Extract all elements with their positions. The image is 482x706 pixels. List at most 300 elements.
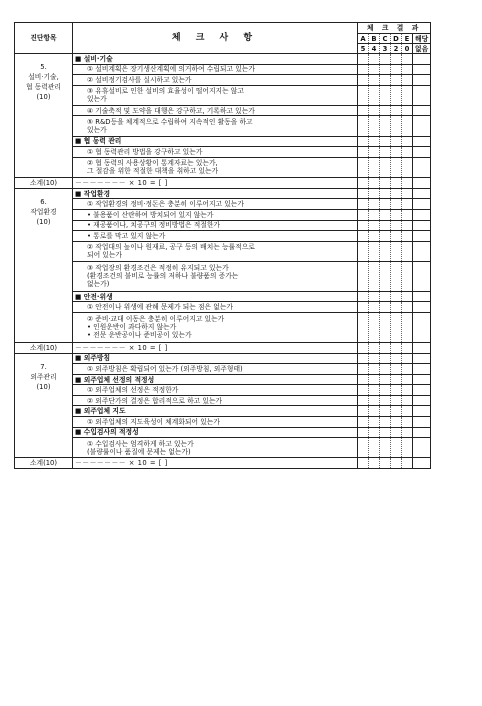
- check-item-line: 있는가: [87, 95, 107, 104]
- check-item: [73, 364, 358, 375]
- category-line: 6.: [40, 197, 47, 206]
- section-title: ■ 외주업체 지도: [73, 406, 358, 417]
- item-check-na[interactable]: [413, 157, 431, 177]
- subtotal-check-a[interactable]: [358, 342, 369, 353]
- item-check-d[interactable]: [391, 231, 402, 242]
- item-check-e[interactable]: [402, 438, 413, 458]
- check-item-line: ④ 기술축적 및 도약을 대행은 강구하고, 기록하고 있는가: [87, 106, 255, 115]
- item-check-d[interactable]: [391, 64, 402, 75]
- check-item-line: • 불용품이 산란하여 방치되어 있지 않는가: [87, 210, 214, 219]
- item-check-e[interactable]: [402, 312, 413, 342]
- check-item-line: (불량률이나 품질에 문제는 없는가): [87, 447, 191, 456]
- section-header-check-b[interactable]: [369, 188, 380, 199]
- section-header-check-e[interactable]: [402, 291, 413, 302]
- section-header-check-b[interactable]: [369, 353, 380, 364]
- item-check-na[interactable]: [413, 231, 431, 242]
- item-check-a[interactable]: [358, 64, 369, 75]
- item-check-d[interactable]: [391, 220, 402, 231]
- item-check-c[interactable]: [380, 64, 391, 75]
- section-header-check-na[interactable]: [413, 188, 431, 199]
- check-item-row: [15, 105, 431, 116]
- check-item-line: ① 외주방침은 확립되어 있는가 (외주방침, 외주형태): [87, 364, 243, 373]
- item-check-d[interactable]: [391, 395, 402, 406]
- subtotal-label: 소계(10): [15, 342, 73, 353]
- item-check-c[interactable]: [380, 105, 391, 116]
- subtotal-row: [15, 177, 431, 188]
- section-header-check-e[interactable]: [402, 136, 413, 147]
- subtotal-formula[interactable]: －－－－－－－ × 10 = [ ]: [73, 177, 358, 188]
- subtotal-check-na[interactable]: [413, 177, 431, 188]
- item-check-a[interactable]: [358, 231, 369, 242]
- item-check-b[interactable]: [369, 75, 380, 86]
- subtotal-check-e[interactable]: [402, 342, 413, 353]
- item-check-d[interactable]: [391, 385, 402, 396]
- check-item-line: ① 협 동력관리 방법을 강구하고 있는가: [87, 147, 203, 156]
- section-header-check-e[interactable]: [402, 374, 413, 385]
- section-header-check-d[interactable]: [391, 136, 402, 147]
- category-cell: [15, 353, 73, 458]
- section-header-check-e[interactable]: [402, 353, 413, 364]
- item-check-b[interactable]: [369, 302, 380, 313]
- item-check-e[interactable]: [402, 157, 413, 177]
- item-check-b[interactable]: [369, 262, 380, 292]
- subtotal-formula[interactable]: －－－－－－－ × 10 = [ ]: [73, 458, 358, 469]
- check-item-row: [15, 116, 431, 136]
- section-header-check-b[interactable]: [369, 54, 380, 65]
- score-a: 5: [358, 44, 369, 54]
- section-header-check-d[interactable]: [391, 406, 402, 417]
- item-check-e[interactable]: [402, 85, 413, 105]
- score-e: 0: [402, 44, 413, 54]
- item-check-a[interactable]: [358, 385, 369, 396]
- section-header-check-na[interactable]: [413, 406, 431, 417]
- section-header-check-b[interactable]: [369, 291, 380, 302]
- item-check-d[interactable]: [391, 438, 402, 458]
- item-check-b[interactable]: [369, 147, 380, 158]
- section-header-check-na[interactable]: [413, 374, 431, 385]
- category-cell: [15, 188, 73, 342]
- item-check-na[interactable]: [413, 385, 431, 396]
- subtotal-check-e[interactable]: [402, 458, 413, 469]
- section-title: ■ 외주업체 선정의 적정성: [73, 374, 358, 385]
- item-check-na[interactable]: [413, 438, 431, 458]
- check-item-line: • 통로를 막고 있지 않는가: [87, 232, 166, 241]
- item-check-a[interactable]: [358, 157, 369, 177]
- section-title: ■ 안전·위생: [73, 291, 358, 302]
- item-check-c[interactable]: [380, 157, 391, 177]
- check-item-row: [15, 64, 431, 75]
- category-line: 외주관리: [30, 372, 57, 381]
- section-header-check-na[interactable]: [413, 54, 431, 65]
- check-item: [73, 395, 358, 406]
- grade-a: A: [358, 34, 369, 44]
- item-check-e[interactable]: [402, 302, 413, 313]
- item-check-e[interactable]: [402, 385, 413, 396]
- section-header-row: [15, 136, 431, 147]
- item-check-na[interactable]: [413, 262, 431, 292]
- item-check-b[interactable]: [369, 116, 380, 136]
- grade-e: E: [402, 34, 413, 44]
- check-item-row: [15, 241, 431, 261]
- grade-d: D: [391, 34, 402, 44]
- section-header-check-na[interactable]: [413, 136, 431, 147]
- section-header-check-b[interactable]: [369, 427, 380, 438]
- category-cell: [15, 54, 73, 178]
- check-item-line: 되어 있는가: [87, 251, 122, 260]
- header-items: 체 크 사 항: [73, 23, 358, 54]
- subtotal-check-c[interactable]: [380, 458, 391, 469]
- item-check-a[interactable]: [358, 116, 369, 136]
- item-check-a[interactable]: [358, 364, 369, 375]
- check-item-line: ① 작업환경의 정비·정돈은 충분히 이루어지고 있는가: [87, 200, 244, 209]
- check-item-row: [15, 199, 431, 210]
- item-check-d[interactable]: [391, 262, 402, 292]
- item-check-c[interactable]: [380, 231, 391, 242]
- item-check-b[interactable]: [369, 416, 380, 427]
- section-header-row: [15, 427, 431, 438]
- score-d: 2: [391, 44, 402, 54]
- subtotal-row: [15, 342, 431, 353]
- check-item: [73, 147, 358, 158]
- section-header-check-b[interactable]: [369, 374, 380, 385]
- na-label-1: 해당: [413, 34, 431, 44]
- item-check-d[interactable]: [391, 416, 402, 427]
- item-check-b[interactable]: [369, 199, 380, 210]
- item-check-e[interactable]: [402, 416, 413, 427]
- section-header-row: [15, 406, 431, 417]
- grade-b: B: [369, 34, 380, 44]
- check-item-line: • 전문 운반공이나 준비공이 있는가: [87, 331, 192, 340]
- check-item: [73, 262, 358, 292]
- item-check-e[interactable]: [402, 147, 413, 158]
- check-item-line: ① 수입검사는 엄격하게 하고 있는가: [87, 439, 194, 448]
- item-check-a[interactable]: [358, 438, 369, 458]
- item-check-b[interactable]: [369, 385, 380, 396]
- item-check-c[interactable]: [380, 75, 391, 86]
- grade-c: C: [380, 34, 391, 44]
- section-title: ■ 외주방침: [73, 353, 358, 364]
- section-header-check-a[interactable]: [358, 374, 369, 385]
- check-item-line: ② 협 동력의 사용상황이 통계자료는 있는가,: [87, 159, 218, 168]
- check-item-line: ② 외주단가의 결정은 합리적으로 하고 있는가: [87, 396, 223, 405]
- category-line: 협 동력관리: [26, 83, 61, 91]
- check-item-row: [15, 385, 431, 396]
- section-title: ■ 설비·기술: [73, 54, 358, 65]
- item-check-na[interactable]: [413, 199, 431, 210]
- item-check-b[interactable]: [369, 210, 380, 221]
- section-title: ■ 협 동력 관리: [73, 136, 358, 147]
- section-header-check-d[interactable]: [391, 188, 402, 199]
- subtotal-check-d[interactable]: [391, 458, 402, 469]
- item-check-na[interactable]: [413, 416, 431, 427]
- section-header-check-c[interactable]: [380, 54, 391, 65]
- item-check-b[interactable]: [369, 220, 380, 231]
- item-check-a[interactable]: [358, 241, 369, 261]
- item-check-a[interactable]: [358, 147, 369, 158]
- check-item: [73, 385, 358, 396]
- section-header-check-b[interactable]: [369, 406, 380, 417]
- check-item-row: [15, 210, 431, 221]
- item-check-c[interactable]: [380, 438, 391, 458]
- check-item-line: ② 작업대의 높이나 원재료, 공구 등의 배치는 능률적으로: [87, 243, 255, 252]
- section-header-check-a[interactable]: [358, 188, 369, 199]
- item-check-e[interactable]: [402, 105, 413, 116]
- check-item-row: [15, 231, 431, 242]
- check-item-row: [15, 85, 431, 105]
- section-header-check-e[interactable]: [402, 54, 413, 65]
- subtotal-check-a[interactable]: [358, 458, 369, 469]
- item-check-a[interactable]: [358, 220, 369, 231]
- section-header-check-na[interactable]: [413, 427, 431, 438]
- item-check-d[interactable]: [391, 364, 402, 375]
- item-check-a[interactable]: [358, 395, 369, 406]
- score-c: 3: [380, 44, 391, 54]
- item-check-c[interactable]: [380, 364, 391, 375]
- subtotal-label: 소계(10): [15, 177, 73, 188]
- item-check-d[interactable]: [391, 302, 402, 313]
- item-check-d[interactable]: [391, 85, 402, 105]
- item-check-d[interactable]: [391, 147, 402, 158]
- item-check-b[interactable]: [369, 312, 380, 342]
- item-check-na[interactable]: [413, 85, 431, 105]
- check-item: [73, 220, 358, 231]
- section-title: ■ 작업환경: [73, 188, 358, 199]
- na-label-2: 없음: [413, 44, 431, 54]
- item-check-b[interactable]: [369, 231, 380, 242]
- subtotal-check-d[interactable]: [391, 342, 402, 353]
- check-item: [73, 302, 358, 313]
- item-check-c[interactable]: [380, 210, 391, 221]
- category-line: 설비·기술,: [28, 73, 59, 81]
- section-header-check-b[interactable]: [369, 136, 380, 147]
- checklist-table: [14, 22, 431, 469]
- item-check-na[interactable]: [413, 147, 431, 158]
- subtotal-check-na[interactable]: [413, 458, 431, 469]
- score-b: 4: [369, 44, 380, 54]
- item-check-c[interactable]: [380, 85, 391, 105]
- item-check-b[interactable]: [369, 241, 380, 261]
- item-check-c[interactable]: [380, 199, 391, 210]
- item-check-c[interactable]: [380, 116, 391, 136]
- category-line: (10): [36, 217, 51, 226]
- item-check-c[interactable]: [380, 416, 391, 427]
- check-item-row: [15, 364, 431, 375]
- item-check-a[interactable]: [358, 302, 369, 313]
- section-header-check-a[interactable]: [358, 54, 369, 65]
- item-check-na[interactable]: [413, 302, 431, 313]
- item-check-b[interactable]: [369, 85, 380, 105]
- header-result: 체 크 결 과: [358, 23, 431, 34]
- section-header-check-e[interactable]: [402, 406, 413, 417]
- item-check-e[interactable]: [402, 364, 413, 375]
- item-check-b[interactable]: [369, 395, 380, 406]
- check-item: [73, 241, 358, 261]
- check-item: [73, 416, 358, 427]
- subtotal-check-d[interactable]: [391, 177, 402, 188]
- check-item-row: [15, 220, 431, 231]
- check-item-line: • 재공품이나, 치공구의 정비방법은 적절한가: [87, 221, 220, 230]
- section-header-check-c[interactable]: [380, 188, 391, 199]
- item-check-d[interactable]: [391, 116, 402, 136]
- subtotal-label: 소계(10): [15, 458, 73, 469]
- section-header-check-a[interactable]: [358, 406, 369, 417]
- subtotal-formula[interactable]: －－－－－－－ × 10 = [ ]: [73, 342, 358, 353]
- check-item: [73, 157, 358, 177]
- item-check-e[interactable]: [402, 220, 413, 231]
- item-check-a[interactable]: [358, 75, 369, 86]
- subtotal-check-c[interactable]: [380, 342, 391, 353]
- check-item-line: ① 설비계획은 장기생산계획에 의거하여 수립되고 있는가: [87, 65, 255, 74]
- section-header-row: [15, 374, 431, 385]
- item-check-e[interactable]: [402, 395, 413, 406]
- item-check-c[interactable]: [380, 262, 391, 292]
- item-check-na[interactable]: [413, 395, 431, 406]
- item-check-a[interactable]: [358, 199, 369, 210]
- subtotal-check-b[interactable]: [369, 458, 380, 469]
- check-item-row: [15, 416, 431, 427]
- section-header-check-c[interactable]: [380, 353, 391, 364]
- check-item-line: ① 안전이나 위생에 관해 문제가 되는 점은 없는가: [87, 303, 233, 312]
- item-check-d[interactable]: [391, 241, 402, 261]
- section-header-check-a[interactable]: [358, 136, 369, 147]
- section-header-row: [15, 54, 431, 65]
- item-check-a[interactable]: [358, 85, 369, 105]
- subtotal-check-c[interactable]: [380, 177, 391, 188]
- item-check-c[interactable]: [380, 312, 391, 342]
- check-item: [73, 116, 358, 136]
- item-check-na[interactable]: [413, 364, 431, 375]
- check-item-line: 없는가): [87, 280, 110, 289]
- item-check-e[interactable]: [402, 75, 413, 86]
- header-row-1: [15, 23, 431, 34]
- section-header-check-d[interactable]: [391, 353, 402, 364]
- check-item-line: ① 외주업체의 선정은 적정한가: [87, 386, 179, 395]
- section-header-check-d[interactable]: [391, 374, 402, 385]
- subtotal-check-b[interactable]: [369, 342, 380, 353]
- header-category: 진단항목: [15, 23, 73, 54]
- item-check-e[interactable]: [402, 199, 413, 210]
- item-check-a[interactable]: [358, 105, 369, 116]
- section-header-check-na[interactable]: [413, 353, 431, 364]
- item-check-c[interactable]: [380, 147, 391, 158]
- section-header-check-d[interactable]: [391, 291, 402, 302]
- section-header-check-na[interactable]: [413, 291, 431, 302]
- item-check-e[interactable]: [402, 116, 413, 136]
- section-header-check-c[interactable]: [380, 291, 391, 302]
- item-check-na[interactable]: [413, 64, 431, 75]
- item-check-a[interactable]: [358, 416, 369, 427]
- check-item-row: [15, 302, 431, 313]
- section-header-row: [15, 353, 431, 364]
- section-header-check-a[interactable]: [358, 427, 369, 438]
- check-item-line: 그 절감을 위한 적절한 대책을 취하고 있는가: [87, 167, 219, 176]
- section-header-check-e[interactable]: [402, 427, 413, 438]
- section-header-check-e[interactable]: [402, 188, 413, 199]
- section-header-check-c[interactable]: [380, 406, 391, 417]
- section-header-row: [15, 188, 431, 199]
- section-header-check-d[interactable]: [391, 427, 402, 438]
- item-check-b[interactable]: [369, 64, 380, 75]
- item-check-b[interactable]: [369, 438, 380, 458]
- item-check-na[interactable]: [413, 116, 431, 136]
- check-item: [73, 312, 358, 342]
- category-line: (10): [36, 93, 51, 101]
- check-item-line: ⑤ R&D등을 체계적으로 수립하여 지속적인 활동을 하고: [87, 118, 253, 127]
- item-check-d[interactable]: [391, 157, 402, 177]
- check-item: [73, 64, 358, 75]
- check-item: [73, 75, 358, 86]
- item-check-c[interactable]: [380, 302, 391, 313]
- section-header-check-c[interactable]: [380, 427, 391, 438]
- check-item-row: [15, 147, 431, 158]
- item-check-b[interactable]: [369, 364, 380, 375]
- item-check-c[interactable]: [380, 220, 391, 231]
- item-check-d[interactable]: [391, 199, 402, 210]
- check-item-line: 있는가: [87, 126, 107, 135]
- section-header-check-a[interactable]: [358, 353, 369, 364]
- check-item-row: [15, 395, 431, 406]
- section-header-check-a[interactable]: [358, 291, 369, 302]
- item-check-na[interactable]: [413, 105, 431, 116]
- subtotal-check-na[interactable]: [413, 342, 431, 353]
- category-line: 작업환경: [30, 207, 57, 216]
- item-check-na[interactable]: [413, 241, 431, 261]
- item-check-na[interactable]: [413, 220, 431, 231]
- check-item-row: [15, 262, 431, 292]
- check-item: [73, 199, 358, 210]
- subtotal-row: [15, 458, 431, 469]
- check-item: [73, 231, 358, 242]
- check-item-line: ① 외주업체의 지도육성이 체계화되어 있는가: [87, 417, 220, 426]
- check-item-line: (환경조건의 불비로 능률의 저하나 불량품의 증가는: [87, 272, 239, 281]
- check-item-row: [15, 157, 431, 177]
- item-check-a[interactable]: [358, 312, 369, 342]
- item-check-d[interactable]: [391, 105, 402, 116]
- item-check-d[interactable]: [391, 210, 402, 221]
- item-check-c[interactable]: [380, 241, 391, 261]
- item-check-c[interactable]: [380, 385, 391, 396]
- item-check-d[interactable]: [391, 75, 402, 86]
- check-item-line: ② 준비·교대 이동은 충분히 이루어지고 있는가: [87, 315, 225, 324]
- item-check-e[interactable]: [402, 241, 413, 261]
- check-item: [73, 210, 358, 221]
- item-check-na[interactable]: [413, 75, 431, 86]
- subtotal-check-a[interactable]: [358, 177, 369, 188]
- item-check-b[interactable]: [369, 157, 380, 177]
- subtotal-check-e[interactable]: [402, 177, 413, 188]
- item-check-na[interactable]: [413, 210, 431, 221]
- section-header-check-d[interactable]: [391, 54, 402, 65]
- item-check-na[interactable]: [413, 312, 431, 342]
- section-header-row: [15, 291, 431, 302]
- item-check-a[interactable]: [358, 262, 369, 292]
- check-item-row: [15, 75, 431, 86]
- item-check-b[interactable]: [369, 105, 380, 116]
- item-check-e[interactable]: [402, 231, 413, 242]
- check-item-line: ③ 유휴설비로 인한 설비의 효율성이 떨어지지는 않고: [87, 87, 244, 96]
- section-header-check-c[interactable]: [380, 374, 391, 385]
- check-item-line: • 인원운반이 과다하지 않는가: [87, 323, 177, 332]
- item-check-e[interactable]: [402, 210, 413, 221]
- subtotal-check-b[interactable]: [369, 177, 380, 188]
- item-check-e[interactable]: [402, 262, 413, 292]
- item-check-e[interactable]: [402, 64, 413, 75]
- item-check-c[interactable]: [380, 395, 391, 406]
- check-item-row: [15, 438, 431, 458]
- section-header-check-c[interactable]: [380, 136, 391, 147]
- item-check-d[interactable]: [391, 312, 402, 342]
- item-check-a[interactable]: [358, 210, 369, 221]
